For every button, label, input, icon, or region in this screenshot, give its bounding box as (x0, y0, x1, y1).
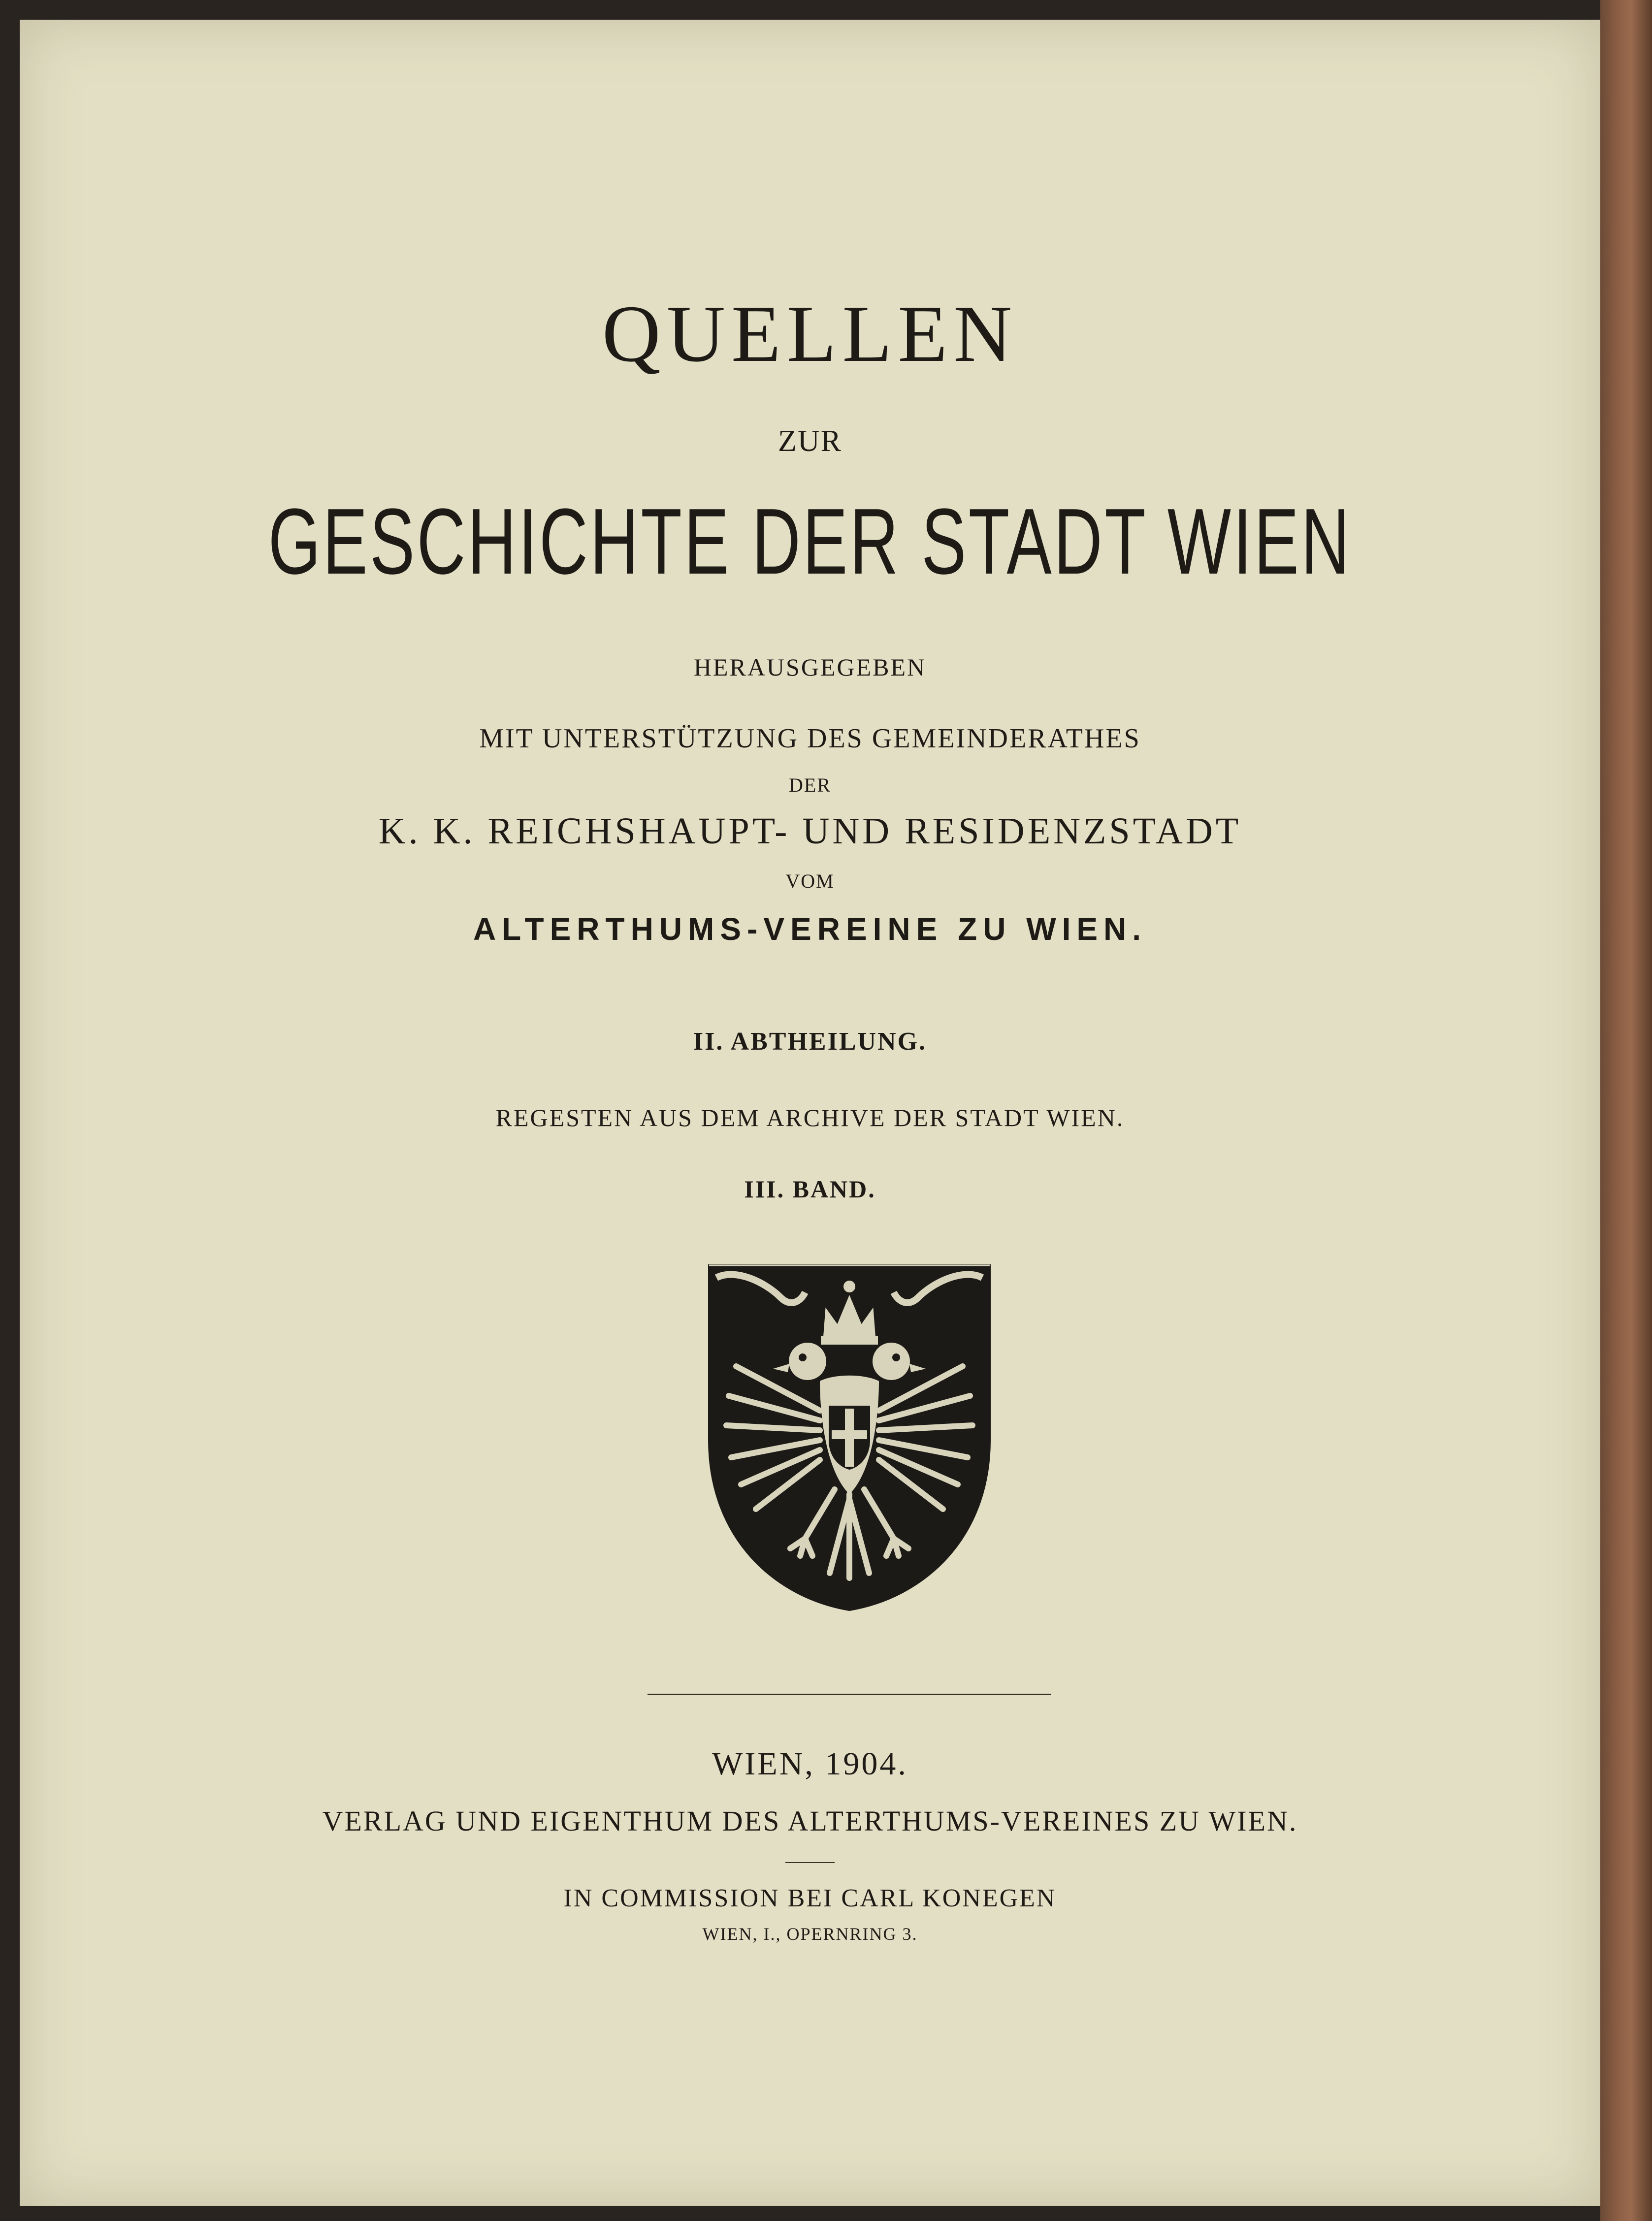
society-line: ALTERTHUMS-VEREINE ZU WIEN. (473, 911, 1147, 947)
division-line: II. ABTHEILUNG. (693, 1028, 927, 1056)
place-year: WIEN, 1904. (712, 1746, 908, 1782)
title-page (20, 20, 1600, 2206)
der-line: DER (789, 774, 831, 796)
subtitle: GESCHICHTE DER STADT WIEN (268, 489, 1352, 594)
series-line: REGESTEN AUS DEM ARCHIVE DER STADT WIEN. (495, 1104, 1125, 1131)
vom-line: VOM (785, 870, 835, 892)
coat-of-arms-icon (707, 1263, 992, 1612)
city-line: K. K. REICHSHAUPT- UND RESIDENZSTADT (378, 810, 1242, 852)
title: QUELLEN (602, 289, 1018, 379)
short-divider-rule (785, 1862, 835, 1863)
support-line: MIT UNTERSTÜTZUNG DES GEMEINDERATHES (479, 723, 1141, 754)
commission-line: IN COMMISSION BEI CARL KONEGEN (563, 1884, 1057, 1912)
book-edge (1600, 0, 1652, 2221)
volume-line: III. BAND. (744, 1175, 876, 1203)
zur-line: ZUR (778, 424, 842, 458)
publisher-line: VERLAG UND EIGENTHUM DES ALTERTHUMS-VEREINES ZU WIEN. (322, 1805, 1298, 1837)
divider-rule (648, 1694, 1051, 1695)
herausgegeben-line: HERAUSGEGEBEN (693, 653, 927, 681)
address-line: WIEN, I., OPERNRING 3. (702, 1924, 918, 1944)
